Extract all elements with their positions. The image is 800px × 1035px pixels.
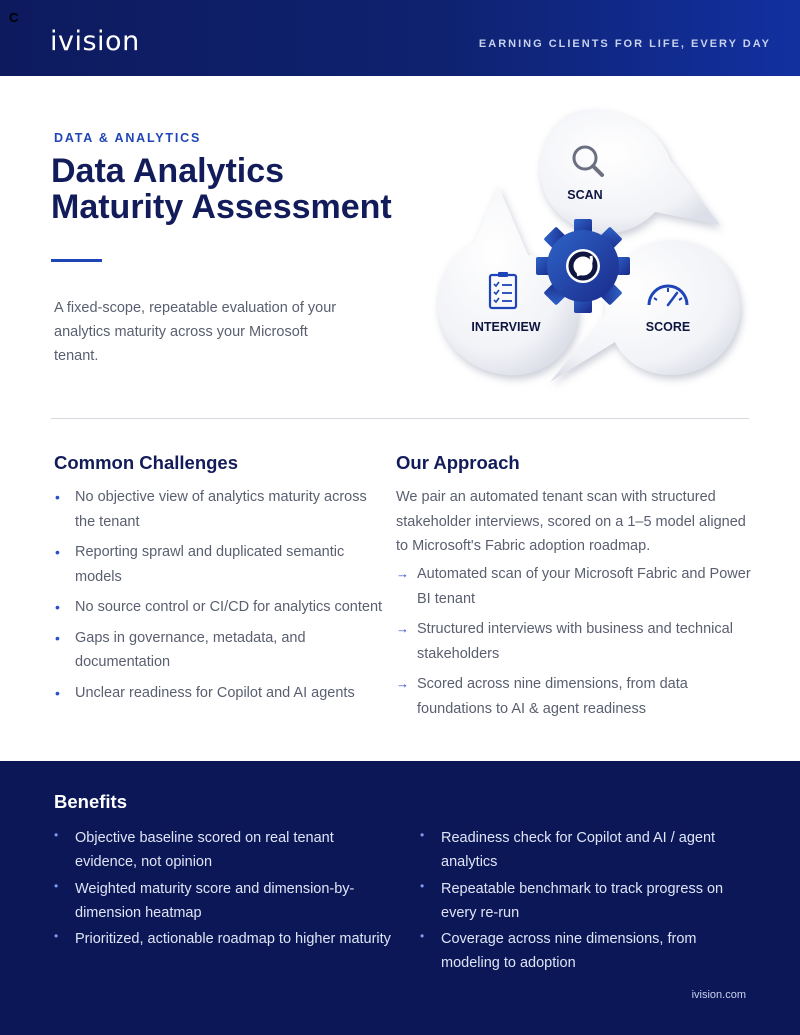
list-item: • Repeatable benchmark to track progress on every re-run [420,877,750,925]
arrow-right-icon: → [396,621,409,636]
score-label: SCORE [645,320,691,334]
challenges-heading: Common Challenges [54,452,238,473]
approach-list [396,562,761,727]
section-divider [51,418,749,419]
bullet-icon: • [55,489,60,505]
list-item: • Weighted maturity score and dimension-by-dimension heatmap [54,877,394,925]
corner-mark: C [9,10,19,25]
website-link[interactable]: ivision.com [691,989,746,1001]
title-line-2: Maturity Assessment [51,188,392,226]
bullet-icon: • [54,828,59,842]
list-item: • Readiness check for Copilot and AI / agent analytics [420,826,750,874]
list-item: • No objective view of analytics maturity across the tenant [54,485,384,534]
title-accent-rule [51,259,102,262]
arrow-right-icon: → [396,566,409,581]
approach-intro: We pair an automated tenant scan with structured stakeholder interviews, scored on a 1–5 model aligned to Microsoft's Fabric adoption roadmap. [396,489,746,554]
bullet-icon: • [55,599,60,615]
interview-label: INTERVIEW [471,320,541,334]
benefits-list-left [54,826,394,954]
page-title [51,153,431,225]
list-item: • Prioritized, actionable roadmap to higher maturity [54,927,394,951]
benefits-heading: Benefits [54,791,127,812]
list-item: → Structured interviews with business and technical stakeholders [396,617,761,666]
approach-heading: Our Approach [396,452,520,473]
list-item: • Objective baseline scored on real tenant evidence, not opinion [54,826,394,874]
bullet-icon: • [420,929,425,943]
list-item: • Unclear readiness for Copilot and AI agents [54,681,384,706]
list-item: • Reporting sprawl and duplicated semantic models [54,540,384,589]
bullet-icon: • [420,828,425,842]
bullet-icon: • [55,684,60,701]
title-line-1: Data Analytics [51,152,285,190]
scan-bubble [540,110,720,234]
list-item: → Scored across nine dimensions, from data foundations to AI & agent readiness [396,672,761,721]
bullet-icon: • [54,929,59,943]
bullet-icon: • [55,544,60,560]
scan-label: SCAN [567,188,603,202]
list-item: • Gaps in governance, metadata, and documentation [54,626,384,675]
bullet-icon: • [55,629,60,646]
list-item: • Coverage across nine dimensions, from modeling to adoption [420,927,750,975]
process-diagram [420,100,750,395]
benefits-list-right [420,826,750,978]
eyebrow-label: DATA & ANALYTICS [54,131,202,145]
gear-icon [536,219,630,313]
benefits-section [0,761,800,1035]
bullet-icon: • [54,878,59,893]
arrow-right-icon: → [396,676,409,691]
bullet-icon: • [420,878,425,893]
page-header [0,0,800,76]
header-tagline: EARNING CLIENTS FOR LIFE, EVERY DAY [478,38,771,50]
challenges-list [54,485,384,711]
list-item: • No source control or CI/CD for analytics content [54,595,384,620]
intro-text: A fixed-scope, repeatable evaluation of your analytics maturity across your Microsoft tenant. [54,300,337,364]
ivision-logo: ivision [50,26,140,57]
list-item: → Automated scan of your Microsoft Fabric and Power BI tenant [396,562,761,611]
